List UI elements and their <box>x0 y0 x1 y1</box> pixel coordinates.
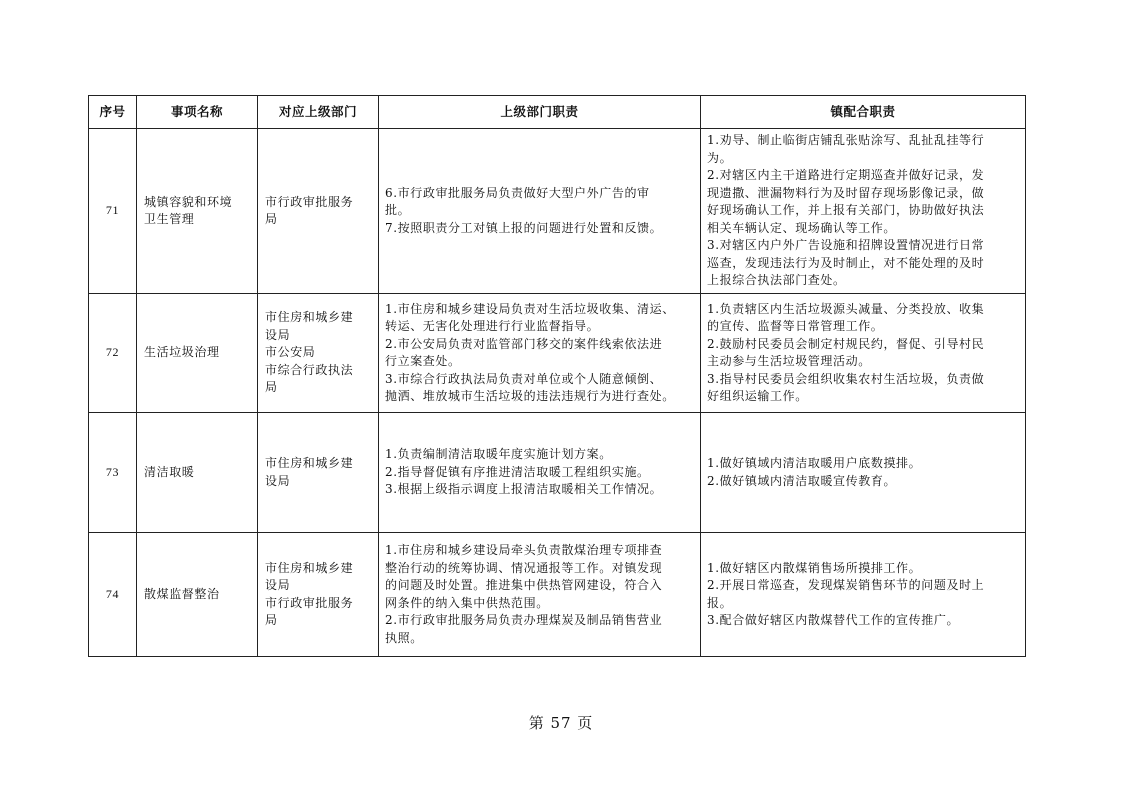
cell-item-name <box>137 413 258 533</box>
cell-line: 市住房和城乡建 <box>265 560 354 575</box>
cell-line: 设局 <box>265 578 291 592</box>
cell-line: 批。 <box>385 203 411 218</box>
cell-line: 设局 <box>265 327 291 342</box>
cell-line: 2.做好镇域内清洁取暖宣传教育。 <box>707 473 897 488</box>
cell-line: 局 <box>265 212 278 226</box>
cell-line: 3.指导村民委员会组织收集农村生活垃圾，负责做 <box>707 371 985 386</box>
cell-line: 市综合行政执法 <box>265 362 354 377</box>
table-row <box>89 533 1026 657</box>
cell-item-name <box>137 294 258 413</box>
cell-town-duty <box>701 294 1026 413</box>
cell-line: 转运、无害化处理进行行业监督指导。 <box>385 319 600 333</box>
cell-line: 1.负责辖区内生活垃圾源头减量、分类投放、收集 <box>707 301 985 316</box>
cell-line: 散煤监督整治 <box>144 586 220 601</box>
table-row <box>89 294 1026 413</box>
cell-line: 巡查，发现违法行为及时制止，对不能处理的及时 <box>707 255 985 270</box>
table-header-row <box>89 96 1026 129</box>
table-row <box>89 129 1026 294</box>
cell-dept <box>258 129 379 294</box>
cell-num: 71 <box>89 129 137 294</box>
cell-line: 卫生管理 <box>144 212 195 226</box>
cell-line: 报。 <box>707 595 733 610</box>
cell-line: 3.根据上级指示调度上报清洁取暖相关工作情况。 <box>385 482 663 497</box>
cell-line: 清洁取暖 <box>144 464 195 479</box>
cell-line: 2.对辖区内主干道路进行定期巡查并做好记录，发 <box>707 168 985 183</box>
cell-line: 的问题及时处置。推进集中供热管网建设，符合入 <box>385 578 663 592</box>
cell-line: 为。 <box>707 150 733 165</box>
cell-line: 市公安局 <box>265 345 316 360</box>
header-item-name: 事项名称 <box>137 96 258 129</box>
cell-line: 局 <box>265 613 278 627</box>
cell-line: 7.按照职责分工对镇上报的问题进行处置和反馈。 <box>385 220 663 235</box>
cell-line: 现遗撒、泄漏物料行为及时留存现场影像记录，做 <box>707 185 985 200</box>
table-row <box>89 413 1026 533</box>
cell-higher-duty <box>379 533 701 657</box>
cell-line: 抛洒、堆放城市生活垃圾的违法违规行为进行查处。 <box>385 389 675 403</box>
header-higher-duty: 上级部门职责 <box>379 96 701 129</box>
cell-town-duty <box>701 533 1026 657</box>
cell-line: 生活垃圾治理 <box>144 345 220 360</box>
cell-line: 局 <box>265 380 278 395</box>
cell-line: 2.市公安局负责对监管部门移交的案件线索依法进 <box>385 336 663 351</box>
cell-line: 1.做好镇域内清洁取暖用户底数摸排。 <box>707 456 922 470</box>
cell-item-name <box>137 533 258 657</box>
cell-line: 2.开展日常巡查，发现煤炭销售环节的问题及时上 <box>707 578 985 592</box>
cell-line: 相关车辆认定、现场确认等工作。 <box>707 220 897 235</box>
cell-line: 1.劝导、制止临街店铺乱张贴涂写、乱扯乱挂等行 <box>707 133 985 148</box>
cell-dept <box>258 533 379 657</box>
cell-line: 好组织运输工作。 <box>707 389 808 403</box>
cell-line: 市住房和城乡建 <box>265 456 354 470</box>
cell-line: 好现场确认工作，并上报有关部门，协助做好执法 <box>707 203 985 218</box>
cell-num: 73 <box>89 413 137 533</box>
cell-line: 市住房和城乡建 <box>265 310 354 325</box>
cell-line: 2.指导督促镇有序推进清洁取暖工程组织实施。 <box>385 464 650 479</box>
cell-town-duty <box>701 413 1026 533</box>
cell-line: 3.配合做好辖区内散煤替代工作的宣传推广。 <box>707 613 960 627</box>
duty-table <box>88 95 1026 657</box>
header-dept: 对应上级部门 <box>258 96 379 129</box>
cell-line: 1.做好辖区内散煤销售场所摸排工作。 <box>707 560 922 575</box>
cell-num: 72 <box>89 294 137 413</box>
cell-higher-duty <box>379 129 701 294</box>
header-num: 序号 <box>89 96 137 129</box>
page-number: 第 57 页 <box>528 714 594 732</box>
cell-line: 1.负责编制清洁取暖年度实施计划方案。 <box>385 447 612 462</box>
cell-higher-duty <box>379 294 701 413</box>
cell-line: 3.市综合行政执法局负责对单位或个人随意倾倒、 <box>385 371 663 386</box>
cell-line: 1.市住房和城乡建设局牵头负责散煤治理专项排查 <box>385 543 663 557</box>
cell-line: 行立案查处。 <box>385 354 461 368</box>
cell-item-name <box>137 129 258 294</box>
cell-line: 城镇容貌和环境 <box>144 194 233 209</box>
cell-line: 的宣传、监督等日常管理工作。 <box>707 319 884 333</box>
cell-line: 执照。 <box>385 630 423 645</box>
cell-town-duty <box>701 129 1026 294</box>
header-town-duty: 镇配合职责 <box>701 96 1026 129</box>
cell-line: 主动参与生活垃圾管理活动。 <box>707 354 871 368</box>
cell-line: 市行政审批服务 <box>265 595 354 610</box>
cell-dept <box>258 413 379 533</box>
cell-num: 74 <box>89 533 137 657</box>
cell-line: 网条件的纳入集中供热范围。 <box>385 595 549 610</box>
cell-line: 上报综合执法部门查处。 <box>707 273 846 288</box>
cell-line: 1.市住房和城乡建设局负责对生活垃圾收集、清运、 <box>385 301 675 316</box>
cell-line: 3.对辖区内户外广告设施和招牌设置情况进行日常 <box>707 238 985 253</box>
cell-line: 2.市行政审批服务局负责办理煤炭及制品销售营业 <box>385 613 663 627</box>
cell-line: 设局 <box>265 473 291 488</box>
cell-dept <box>258 294 379 413</box>
cell-line: 整治行动的统筹协调、情况通报等工作。对镇发现 <box>385 560 663 575</box>
cell-line: 2.鼓励村民委员会制定村规民约，督促、引导村民 <box>707 336 985 351</box>
cell-higher-duty <box>379 413 701 533</box>
cell-line: 市行政审批服务 <box>265 194 354 209</box>
cell-line: 6.市行政审批服务局负责做好大型户外广告的审 <box>385 185 650 200</box>
